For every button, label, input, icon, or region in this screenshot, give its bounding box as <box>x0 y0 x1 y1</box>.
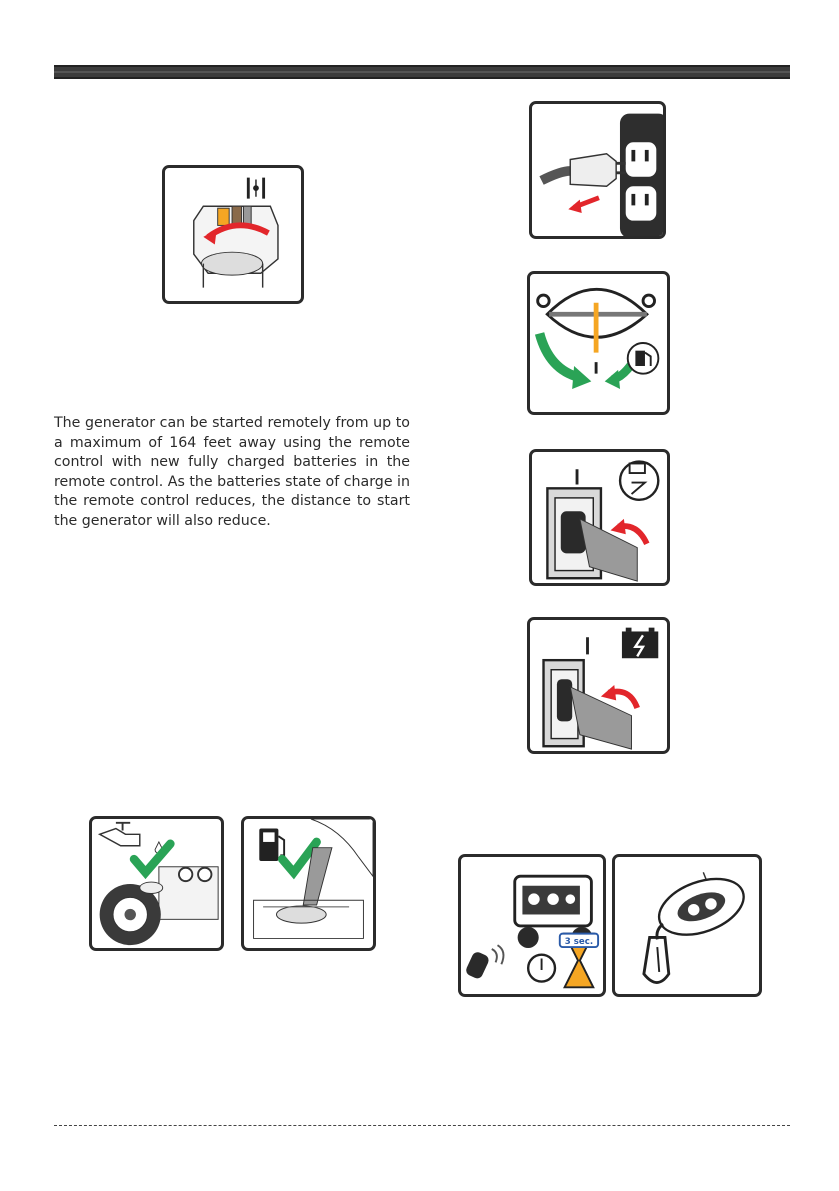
choke-lever-figure <box>162 165 304 304</box>
key-fob-figure <box>612 854 762 997</box>
remote-start-paragraph: The generator can be started remotely from up to a maximum of 164 feet away using the remote control with new fully charged batteries in the remote control. As the batteries state of charge in the remote control reduces, the distance to start the generator will also reduce. <box>54 415 410 529</box>
fuel-fill-figure <box>241 816 376 951</box>
countdown-label: 3 sec. <box>564 937 594 948</box>
unplug-load-figure <box>529 101 666 239</box>
oil-check-figure <box>89 816 224 951</box>
battery-switch-figure <box>527 617 670 754</box>
engine-switch-figure <box>529 449 670 586</box>
remote-start-description <box>54 414 410 532</box>
footer-rule <box>54 1125 790 1126</box>
remote-start-figure <box>458 854 606 997</box>
fuel-valve-figure <box>527 271 670 415</box>
header-bar <box>54 65 790 79</box>
